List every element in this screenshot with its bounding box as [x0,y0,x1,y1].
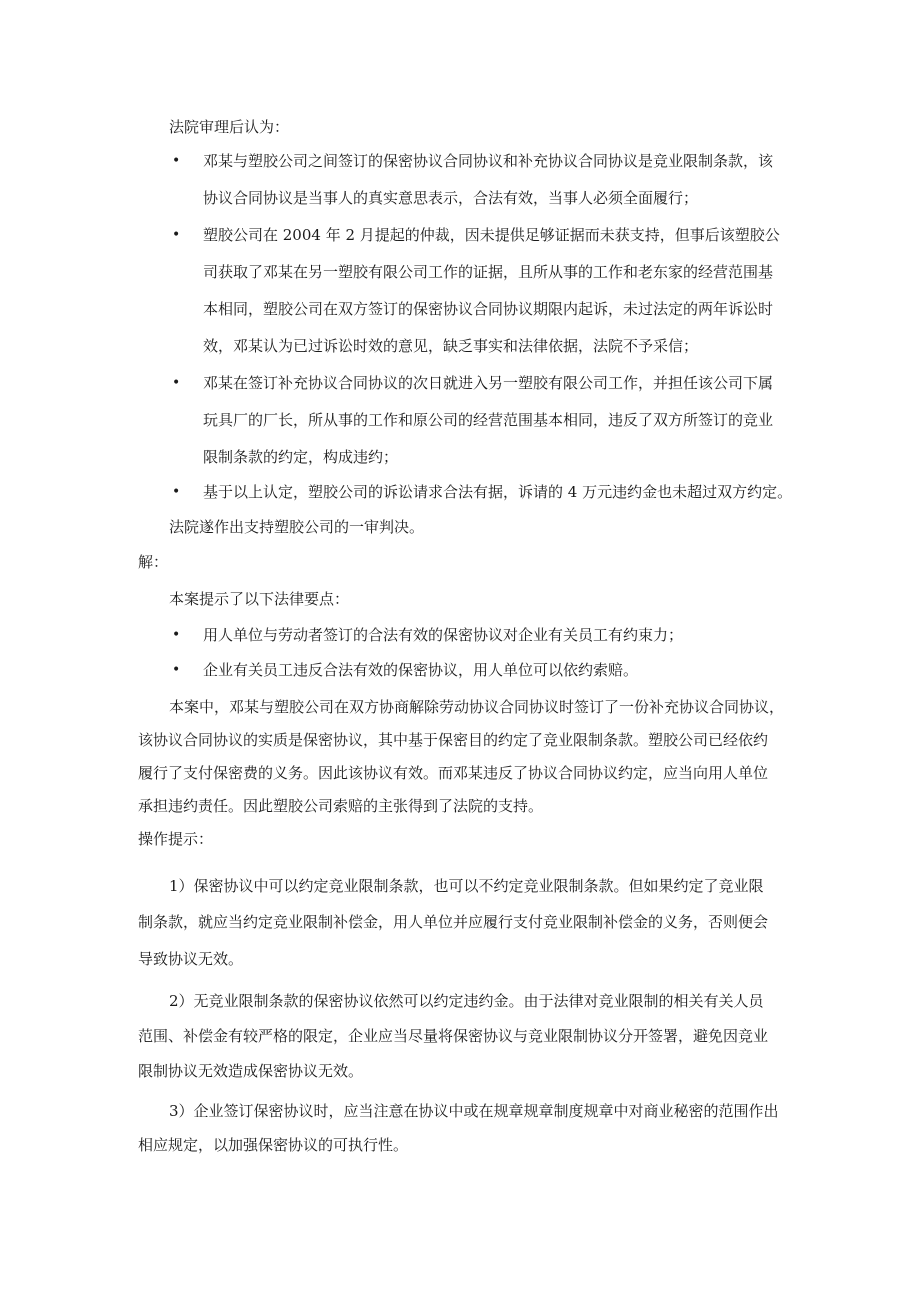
court-point-1-line-1: 邓某与塑胶公司之间签订的保密协议合同协议和补充协议合同协议是竞业限制条款，该 [203,152,774,170]
tip-1-line-1: 1）保密协议中可以约定竞业限制条款，也可以不约定竞业限制条款。但如果约定了竞业限 [169,877,764,895]
bullet-icon: • [172,227,181,243]
court-point-3-line-1: 邓某在签订补充协议合同协议的次日就进入另一塑胶有限公司工作，并担任该公司下属 [203,374,774,392]
analysis-line-2: 该协议合同协议的实质是保密协议，其中基于保密目的约定了竞业限制条款。塑胶公司已经依约 [138,731,769,749]
court-point-2-line-1: 塑胶公司在 2004 年 2 月提起的仲裁，因未提供足够证据而未获支持，但事后该塑胶公 [203,226,780,244]
tip-2-line-2: 范围、补偿金有较严格的限定，企业应当尽量将保密协议与竞业限制协议分开签署，避免因竞业 [138,1027,769,1045]
analysis-line-1: 本案中，邓某与塑胶公司在双方协商解除劳动协议合同协议时签订了一份补充协议合同协议， [169,698,785,716]
court-point-1-line-2: 协议合同协议是当事人的真实意思表示，合法有效，当事人必须全面履行； [203,189,699,207]
court-point-4-line-1: 基于以上认定，塑胶公司的诉讼请求合法有据，诉请的 4 万元违约金也未超过双方约定。 [203,483,793,501]
tip-3-line-2: 相应规定，以加强保密协议的可执行性。 [138,1136,409,1154]
tip-3-line-1: 3）企业签订保密协议时，应当注意在协议中或在规章规章制度规章中对商业秘密的范围作出 [169,1102,779,1120]
tip-2-line-3: 限制协议无效造成保密协议无效。 [138,1062,364,1080]
bullet-icon: • [172,484,181,500]
intro-line: 法院审理后认为： [169,118,290,136]
court-point-3-line-2: 玩具厂的厂长，所从事的工作和原公司的经营范围基本相同，违反了双方所签订的竞业 [203,411,774,429]
tip-2-line-1: 2）无竞业限制条款的保密协议依然可以约定违约金。由于法律对竞业限制的相关有关人员 [169,992,764,1010]
court-point-3-line-3: 限制条款的约定，构成违约； [203,448,399,466]
solution-heading: 解： [138,553,169,571]
tip-1-line-2: 制条款，就应当约定竞业限制补偿金，用人单位并应履行支付竞业限制补偿金的义务，否则便会 [138,913,769,931]
analysis-line-4: 承担违约责任。因此塑胶公司索赔的主张得到了法院的支持。 [138,797,544,815]
tips-heading: 操作提示： [138,830,214,848]
legal-point-1-line: 用人单位与劳动者签订的合法有效的保密协议对企业有关员工有约束力； [203,626,684,644]
analysis-line-3: 履行了支付保密费的义务。因此该协议有效。而邓某违反了协议合同协议约定，应当向用人单位 [138,764,769,782]
court-point-2-line-2: 司获取了邓某在另一塑胶有限公司工作的证据，且所从事的工作和老东家的经营范围基 [203,263,774,281]
court-point-2-line-3: 本相同，塑胶公司在双方签订的保密协议合同协议期限内起诉，未过法定的两年诉讼时 [203,300,774,318]
solution-intro-line: 本案提示了以下法律要点： [169,590,350,608]
judgment-line: 法院遂作出支持塑胶公司的一审判决。 [169,518,425,536]
bullet-icon: • [172,375,181,391]
bullet-icon: • [172,627,181,643]
bullet-icon: • [172,153,181,169]
bullet-icon: • [172,662,181,678]
court-point-2-line-4: 效，邓某认为已过诉讼时效的意见，缺乏事实和法律依据，法院不予采信； [203,337,699,355]
tip-1-line-3: 导致协议无效。 [138,950,244,968]
legal-point-2-line: 企业有关员工违反合法有效的保密协议，用人单位可以依约索赔。 [203,661,639,679]
